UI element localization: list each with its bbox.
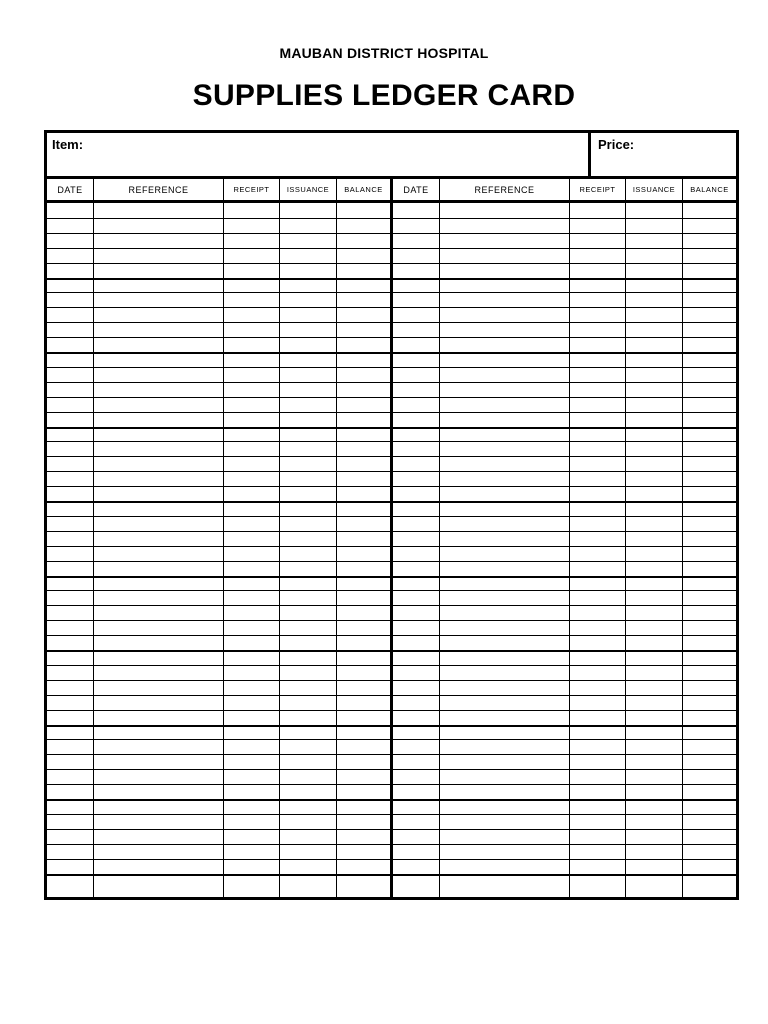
row-rule: [47, 307, 390, 308]
row-rule: [393, 531, 736, 532]
row-rule: [393, 516, 736, 517]
row-rule: [393, 710, 736, 711]
row-rule: [393, 576, 736, 578]
row-rule: [47, 322, 390, 323]
row-rule: [47, 397, 390, 398]
row-rule: [47, 486, 390, 487]
header-date: DATE: [403, 184, 429, 195]
ledger-panel-left: [47, 179, 390, 897]
row-rule: [393, 814, 736, 815]
row-rule: [393, 859, 736, 860]
row-rule: [47, 427, 390, 429]
row-rule: [393, 844, 736, 845]
row-rule: [393, 233, 736, 234]
row-rule: [47, 799, 390, 801]
row-rule: [47, 456, 390, 457]
row-rule: [393, 501, 736, 503]
header-balance: BALANCE: [344, 185, 383, 194]
row-rule: [393, 799, 736, 801]
header-date: DATE: [57, 184, 83, 195]
row-rule: [47, 650, 390, 652]
row-rule: [47, 561, 390, 562]
item-label: Item:: [52, 137, 84, 152]
column-rule: [336, 179, 337, 897]
header-reference: REFERENCE: [128, 184, 189, 195]
row-rule: [393, 441, 736, 442]
row-rule: [47, 501, 390, 503]
row-rule: [47, 710, 390, 711]
row-rule: [393, 307, 736, 308]
row-rule: [393, 561, 736, 562]
row-rule: [47, 531, 390, 532]
row-rule: [393, 278, 736, 280]
row-rule: [393, 754, 736, 755]
row-rule: [47, 829, 390, 830]
row-rule: [47, 263, 390, 264]
row-rule: [393, 397, 736, 398]
header-reference: REFERENCE: [474, 184, 535, 195]
row-rule: [47, 620, 390, 621]
column-rule: [439, 179, 440, 897]
row-rule: [47, 739, 390, 740]
column-rule: [682, 179, 683, 897]
column-rule: [569, 179, 570, 897]
header-issuance: ISSUANCE: [286, 185, 330, 194]
row-rule: [393, 590, 736, 591]
row-rule: [47, 412, 390, 413]
header-rule: [47, 200, 390, 203]
header-rule: [393, 200, 736, 203]
row-rule: [47, 516, 390, 517]
ledger-card: [44, 130, 739, 900]
row-rule: [393, 650, 736, 652]
row-rule: [393, 218, 736, 219]
row-rule: [47, 680, 390, 681]
row-rule: [47, 635, 390, 636]
row-rule: [47, 367, 390, 368]
row-rule: [393, 784, 736, 785]
row-rule: [393, 337, 736, 338]
row-rule: [47, 576, 390, 578]
row-rule: [47, 874, 390, 876]
row-rule: [47, 590, 390, 591]
row-rule: [47, 605, 390, 606]
column-rule: [223, 179, 224, 897]
row-rule: [393, 769, 736, 770]
row-rule: [47, 754, 390, 755]
row-rule: [393, 427, 736, 429]
item-price-divider: [588, 133, 591, 176]
row-rule: [47, 546, 390, 547]
row-rule: [393, 605, 736, 606]
header-issuance: ISSUANCE: [632, 185, 676, 194]
row-rule: [47, 233, 390, 234]
row-rule: [47, 218, 390, 219]
row-rule: [393, 739, 736, 740]
row-rule: [393, 263, 736, 264]
row-rule: [393, 620, 736, 621]
row-rule: [393, 635, 736, 636]
header-balance: BALANCE: [690, 185, 729, 194]
column-rule: [625, 179, 626, 897]
row-rule: [393, 829, 736, 830]
row-rule: [393, 486, 736, 487]
row-rule: [47, 665, 390, 666]
row-rule: [393, 665, 736, 666]
row-rule: [47, 382, 390, 383]
column-rule: [93, 179, 94, 897]
row-rule: [47, 337, 390, 338]
row-rule: [393, 248, 736, 249]
row-rule: [393, 412, 736, 413]
row-rule: [393, 874, 736, 876]
row-rule: [47, 352, 390, 354]
row-rule: [47, 769, 390, 770]
hospital-name: MAUBAN DISTRICT HOSPITAL: [279, 45, 489, 61]
header-receipt: RECEIPT: [233, 185, 270, 194]
row-rule: [393, 382, 736, 383]
row-rule: [393, 546, 736, 547]
row-rule: [47, 441, 390, 442]
row-rule: [393, 680, 736, 681]
document-title: SUPPLIES LEDGER CARD: [192, 79, 576, 112]
row-rule: [393, 352, 736, 354]
item-price-row: [47, 133, 736, 179]
header-receipt: RECEIPT: [579, 185, 616, 194]
row-rule: [47, 695, 390, 696]
ledger-panel-right: [393, 179, 736, 897]
row-rule: [393, 695, 736, 696]
row-rule: [393, 725, 736, 727]
row-rule: [47, 844, 390, 845]
row-rule: [47, 784, 390, 785]
row-rule: [393, 367, 736, 368]
row-rule: [393, 292, 736, 293]
row-rule: [393, 322, 736, 323]
row-rule: [47, 248, 390, 249]
row-rule: [47, 471, 390, 472]
row-rule: [47, 859, 390, 860]
column-rule: [279, 179, 280, 897]
row-rule: [47, 814, 390, 815]
row-rule: [47, 725, 390, 727]
row-rule: [47, 292, 390, 293]
row-rule: [47, 278, 390, 280]
row-rule: [393, 471, 736, 472]
price-label: Price:: [598, 137, 635, 152]
row-rule: [393, 456, 736, 457]
